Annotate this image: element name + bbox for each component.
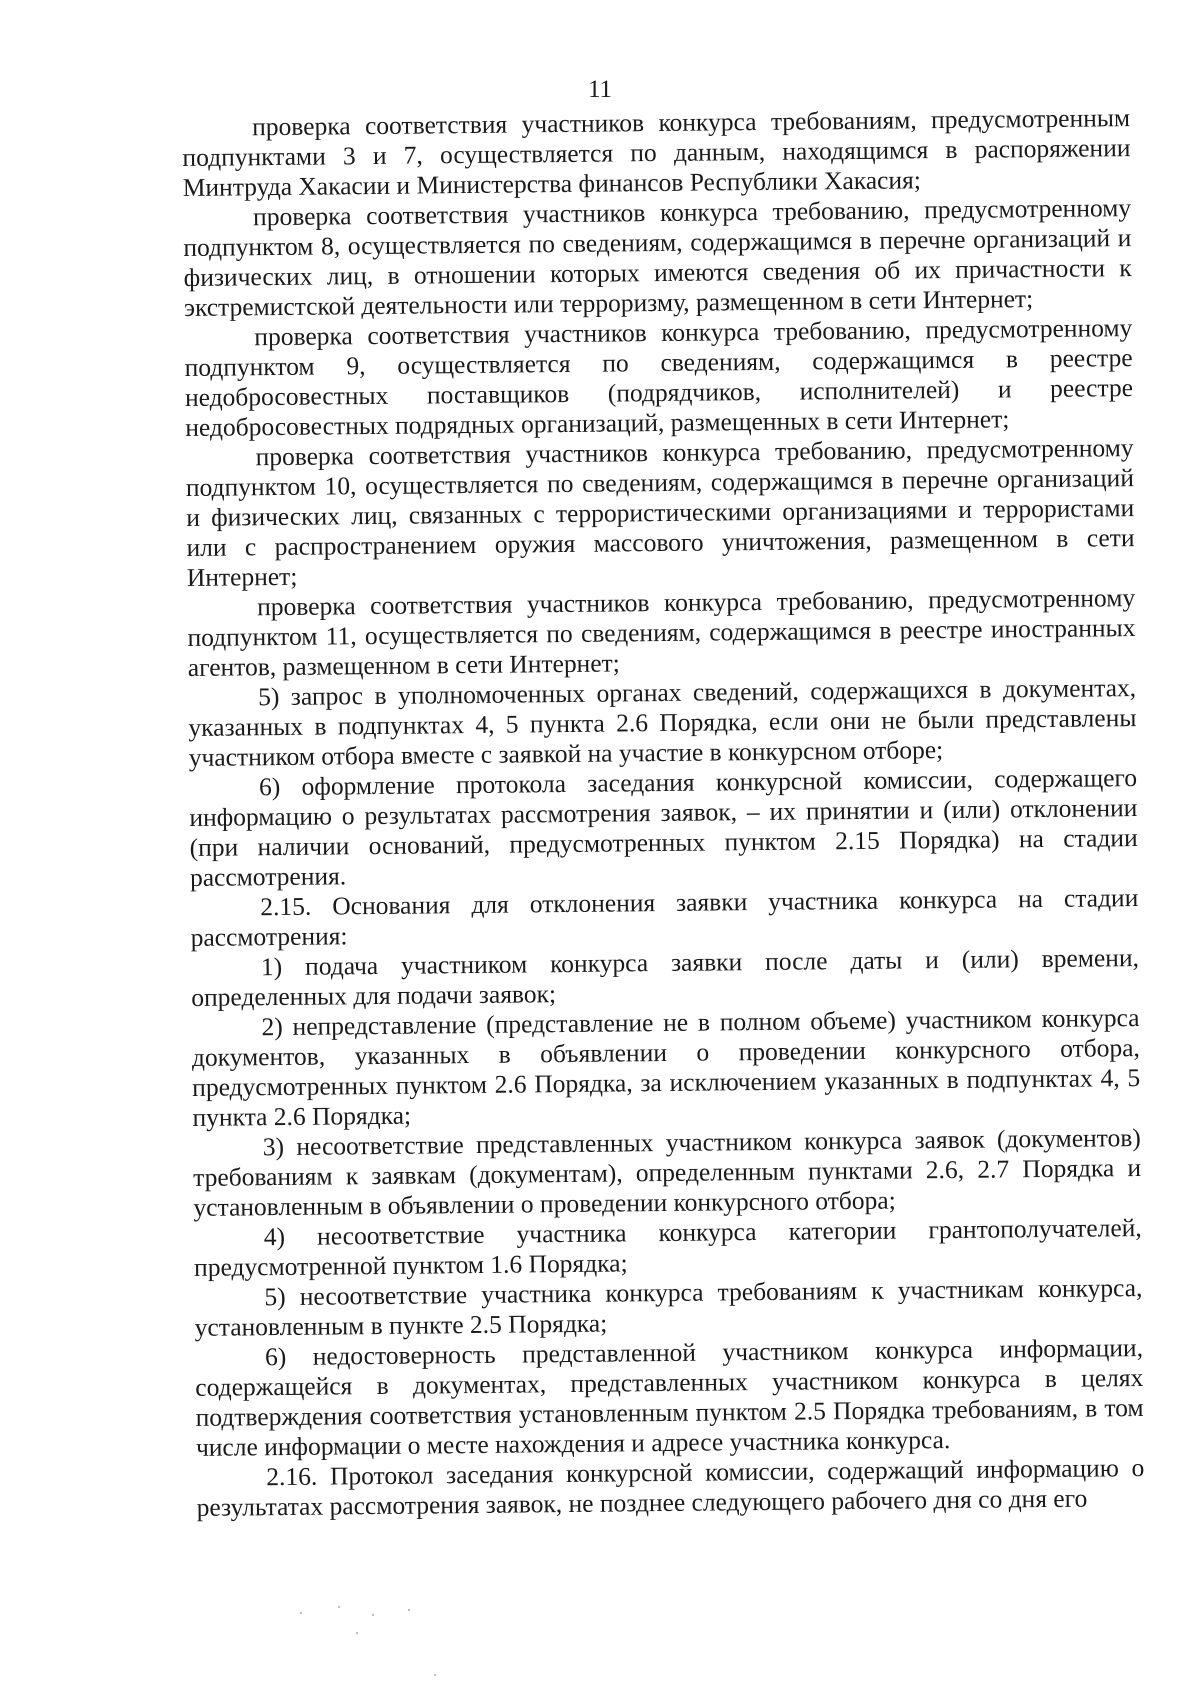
scan-speckle [338,1606,340,1608]
paragraph-item-6-protocol: 6) оформление протокола заседания конкурсной комиссии, содержащего информацию о результатах рассмотрения заявок, – их принятии и (или) отклонении (при наличии оснований, предусмотренных пунктом 2.15 Порядка) на стадии рассмотрения. [189,763,1138,892]
scan-speckle [356,1632,358,1634]
paragraph-reason-2: 2) непредставление (представление не в полном объеме) участником конкурса документов, указанных в объявлении о проведении конкурсного отбора, предусмотренных пунктом 2.6 Порядка, за исключением указанных в подпунктах 4, 5 пункта 2.6 Порядка; [191,1003,1141,1132]
paragraph-reason-1: 1) подача участником конкурса заявки после даты и (или) времени, определенных для подачи заявок; [191,943,1140,1012]
paragraph-check-subclause-9: проверка соответствия участников конкурса требованию, предусмотренному подпунктом 9, осуществляется по сведениям, содержащимся в реестре недобросовестных поставщиков (подрядчиков, исполнителей) и реестре недобросовестных подрядных организаций, размещенных в сети Интернет; [184,313,1134,442]
document-body [182,103,1145,1523]
paragraph-check-subclause-8: проверка соответствия участников конкурса требованию, предусмотренному подпунктом 8, осуществляется по сведениям, содержащимся в перечне организаций и физических лиц, в отношении которых имеются сведения об их причастности к экстремистской деятельности или терроризму, размещенном в сети Интернет; [183,193,1132,322]
paragraph-check-subclauses-3-7: проверка соответствия участников конкурса требованиям, предусмотренным подпунктами 3 и 7, осуществляется по данным, находящимся в распоряжении Минтруда Хакасии и Министерства финансов Республики Хакасия; [182,103,1131,202]
paragraph-section-2-16: 2.16. Протокол заседания конкурсной комиссии, содержащий информацию о результатах рассмотрения заявок, не позднее следующего рабочего дня со дня его [196,1452,1145,1522]
scan-speckle [300,1612,302,1614]
paragraph-section-2-15: 2.15. Основания для отклонения заявки участника конкурса на стадии рассмотрения: [190,883,1139,952]
paragraph-check-subclause-11: проверка соответствия участников конкурса требованию, предусмотренному подпунктом 11, осуществляется по сведениям, содержащимся в реестре иностранных агентов, размещенном в сети Интернет; [187,583,1136,682]
paragraph-reason-4: 4) несоответствие участника конкурса категории грантополучателей, предусмотренной пунктом 1.6 Порядка; [193,1213,1142,1282]
paragraph-item-5-request: 5) запрос в уполномоченных органах сведений, содержащихся в документах, указанных в подпунктах 4, 5 пункта 2.6 Порядка, если они не были представлены участником отбора вместе с заявкой на участие в конкурсном отборе; [188,673,1137,772]
scan-speckle [372,1614,374,1616]
paragraph-reason-6: 6) недостоверность представленной участником конкурса информации, содержащейся в документах, представленных участником конкурса в целях подтверждения соответствия установленным пунктом 2.5 Порядка требованиям, в том числе информации о месте нахождения и адресе участника конкурса. [195,1333,1144,1462]
scan-speckle [408,1609,410,1611]
paragraph-check-subclause-10: проверка соответствия участников конкурса требованию, предусмотренному подпунктом 10, осуществляется по сведениям, содержащимся в перечне организаций и физических лиц, связанных с террористическими организациями и террористами или с распространением оружия массового уничтожения, размещенном в сети Интернет; [185,433,1135,592]
page-number: 11 [587,76,613,103]
paragraph-reason-5: 5) несоответствие участника конкурса требованиям к участникам конкурса, установленным в пункте 2.5 Порядка; [194,1273,1143,1342]
scan-speckle [434,1674,436,1676]
paragraph-reason-3: 3) несоответствие представленных участником конкурса заявок (документов) требованиям к заявкам (документам), определенным пунктами 2.6, 2.7 Порядка и установленным в объявлении о проведении конкурсного отбора; [192,1123,1142,1222]
